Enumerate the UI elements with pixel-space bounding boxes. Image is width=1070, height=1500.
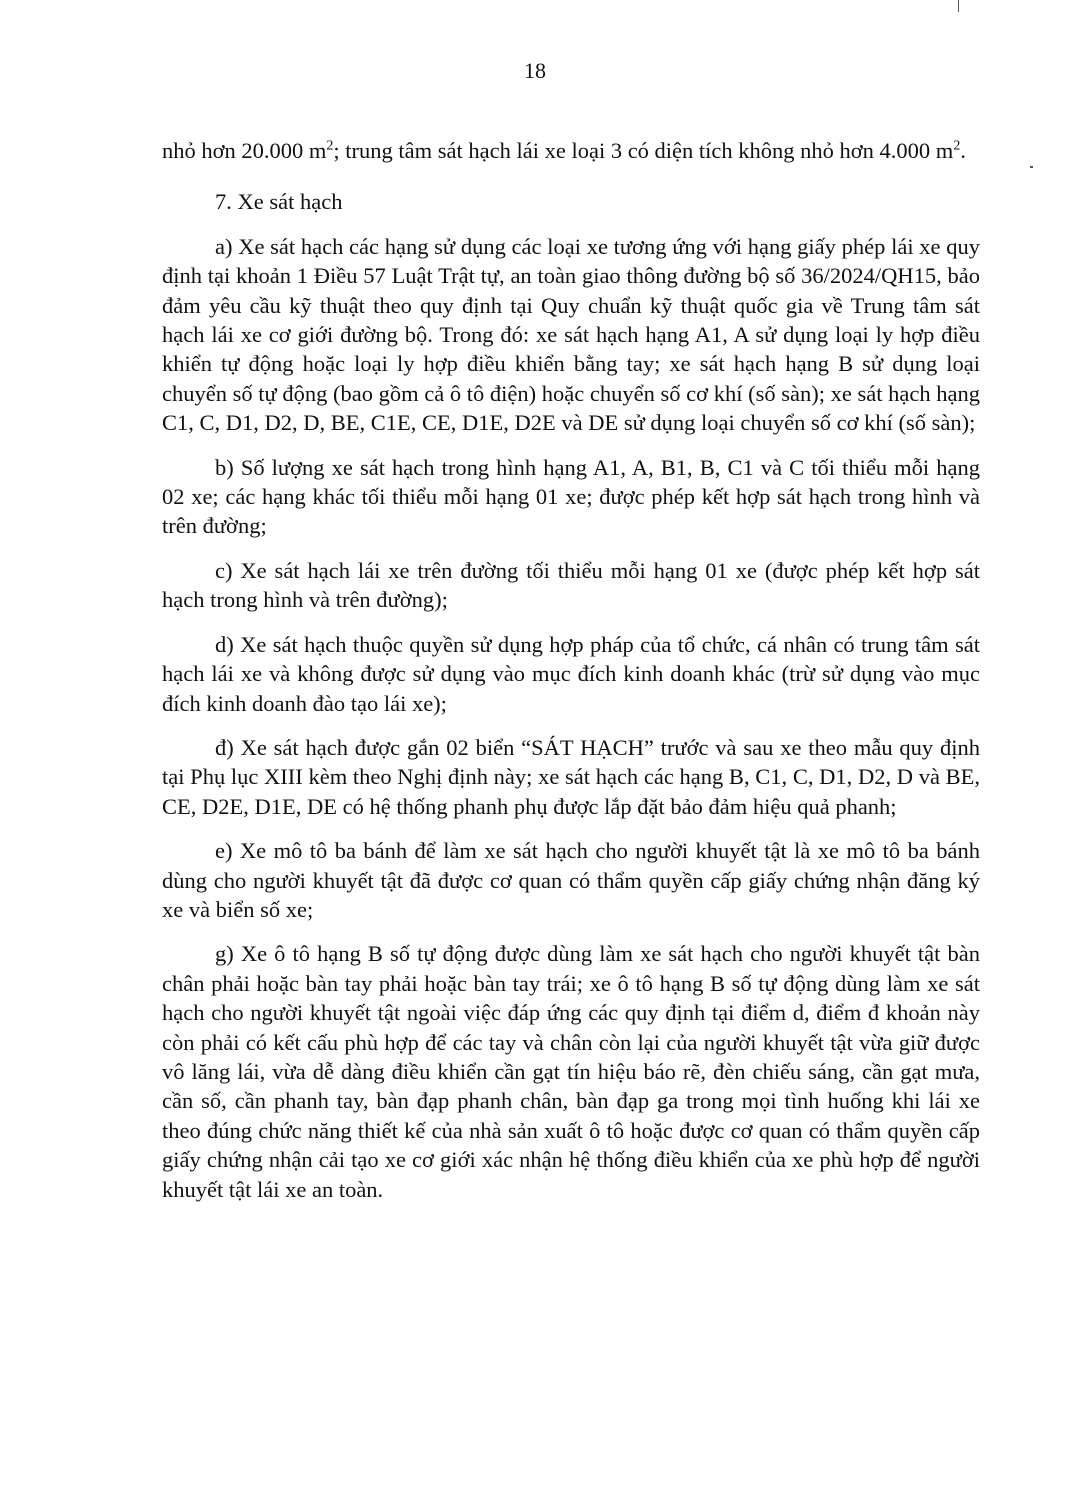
paragraph-a: a) Xe sát hạch các hạng sử dụng các loại xe tương ứng với hạng giấy phép lái xe quy định tại khoản 1 Điều 57 Luật Trật tự, an toàn giao thông đường bộ số 36/2024/QH15, bảo đảm yêu cầu kỹ thuật theo quy định tại Quy chuẩn kỹ thuật quốc gia về Trung tâm sát hạch lái xe cơ giới đường bộ. Trong đó: xe sát hạch hạng A1, A sử dụng loại ly hợp điều khiển tự động hoặc loại ly hợp điều khiển bằng tay; xe sát hạch hạng B sử dụng loại chuyển số tự động (bao gồm cả ô tô điện) hoặc chuyển số cơ khí (số sàn); xe sát hạch hạng C1, C, D1, D2, D, BE, C1E, CE, D1E, D2E và DE sử dụng loại chuyển số cơ khí (số sàn); <box>162 233 980 436</box>
paragraph-e: e) Xe mô tô ba bánh để làm xe sát hạch cho người khuyết tật là xe mô tô ba bánh dùng cho người khuyết tật đã được cơ quan có thẩm quyền cấp giấy chứng nhận đăng ký xe và biển số xe; <box>162 838 980 922</box>
scan-artifact-mark <box>1030 166 1033 168</box>
text-segment: ; trung tâm sát hạch lái xe loại 3 có diện tích không nhỏ hơn 4.000 m <box>333 138 954 163</box>
scan-artifact-mark <box>958 0 959 12</box>
section-heading-xe-sat-hach: 7. Xe sát hạch <box>215 189 343 215</box>
paragraph-d: d) Xe sát hạch thuộc quyền sử dụng hợp pháp của tổ chức, cá nhân có trung tâm sát hạch lái xe và không được sử dụng vào mục đích kinh doanh khác (trừ sử dụng vào mục đích kinh doanh đào tạo lái xe); <box>162 631 980 716</box>
superscript: 2 <box>326 138 334 154</box>
paragraph-g: g) Xe ô tô hạng B số tự động được dùng làm xe sát hạch cho người khuyết tật bàn chân phải hoặc bàn tay phải hoặc bàn tay trái; xe ô tô hạng B số tự động dùng làm xe sát hạch cho người khuyết tật ngoài việc đáp ứng các quy định tại điểm d, điểm đ khoản này còn phải có kết cấu phù hợp để các tay và chân còn lại của người khuyết tật vừa giữ được vô lăng lái, vừa dễ dàng điều khiển cần gạt tín hiệu báo rẽ, đèn chiếu sáng, cần gạt mưa, cần số, cần phanh tay, bàn đạp phanh chân, bàn đạp ga trong mọi tình huống khi lái xe theo đúng chức năng thiết kế của nhà sản xuất ô tô hoặc được cơ quan có thẩm quyền cấp giấy chứng nhận cải tạo xe cơ giới xác nhận hệ thống điều khiển của xe phù hợp để người khuyết tật lái xe an toàn. <box>162 941 980 1202</box>
document-body <box>162 136 980 1219</box>
paragraph-area-continuation <box>162 136 980 165</box>
text-segment: . <box>960 138 966 163</box>
superscript: 2 <box>953 138 961 154</box>
text-segment: nhỏ hơn 20.000 m <box>162 138 327 163</box>
paragraph-c: c) Xe sát hạch lái xe trên đường tối thiểu mỗi hạng 01 xe (được phép kết hợp sát hạch trong hình và trên đường); <box>162 557 980 613</box>
paragraph-dd: đ) Xe sát hạch được gắn 02 biển “SÁT HẠCH” trước và sau xe theo mẫu quy định tại Phụ lục XIII kèm theo Nghị định này; xe sát hạch các hạng B, C1, C, D1, D2, D và BE, CE, D2E, D1E, DE có hệ thống phanh phụ được lắp đặt bảo đảm hiệu quả phanh; <box>162 734 980 819</box>
paragraph-b: b) Số lượng xe sát hạch trong hình hạng A1, A, B1, B, C1 và C tối thiểu mỗi hạng 02 xe; các hạng khác tối thiểu mỗi hạng 01 xe; được phép kết hợp sát hạch trong hình và trên đường; <box>162 454 980 539</box>
page-number: 18 <box>524 58 546 83</box>
